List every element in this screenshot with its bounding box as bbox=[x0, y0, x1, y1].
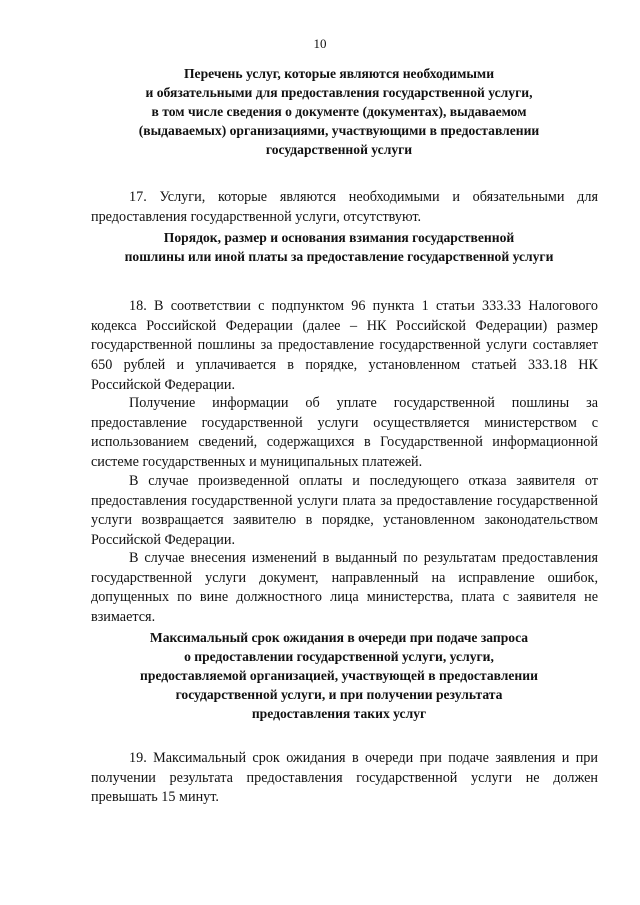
heading-line: в том числе сведения о документе (документах), выдаваемом bbox=[151, 104, 527, 119]
heading-line: о предоставлении государственной услуги, услуги, bbox=[184, 649, 494, 664]
heading-line: государственной услуги bbox=[265, 142, 413, 157]
heading-line: предоставления таких услуг bbox=[251, 706, 427, 721]
heading-line: и обязательными для предоставления государственной услуги, bbox=[145, 85, 533, 100]
heading-line: пошлины или иной платы за предоставление государственной услуги bbox=[124, 249, 554, 264]
heading-line: Порядок, размер и основания взимания государственной bbox=[163, 230, 515, 245]
heading-line: Перечень услуг, которые являются необходимыми bbox=[183, 66, 495, 81]
section-heading-state-fee bbox=[80, 228, 598, 266]
paragraph-17: 17. Услуги, которые являются необходимыми и обязательными для предоставления государственной услуги, отсутствуют. bbox=[91, 189, 598, 225]
heading-line: предоставляемой организацией, участвующей в предоставлении bbox=[140, 668, 538, 683]
heading-line: (выдаваемых) организациями, участвующими в предоставлении bbox=[138, 123, 540, 138]
heading-line: Максимальный срок ожидания в очереди при подаче запроса bbox=[149, 630, 529, 645]
page-number: 10 bbox=[313, 36, 327, 51]
heading-line: государственной услуги, и при получении результата bbox=[175, 687, 503, 702]
paragraph-fee-refund: В случае произведенной оплаты и последующего отказа заявителя от предоставления государственной услуги плата за предоставление государственной услуги возвращается заявителю в порядке, установленном законодательством Российской Федерации. bbox=[91, 473, 598, 548]
paragraph-fee-info: Получение информации об уплате государственной пошлины за предоставление государственной услуги осуществляется министерством с использованием сведений, содержащихся в Государственной информационной системе государственных и муниципальных платежей. bbox=[91, 395, 598, 470]
paragraph-18: 18. В соответствии с подпунктом 96 пункта 1 статьи 333.33 Налогового кодекса Российской Федерации (далее – НК Российской Федерации) размер государственной пошлины за предоставление государственной услуги составляет 650 рублей и уплачивается в порядке, установленном статьей 333.18 НК Российской Федерации. bbox=[91, 298, 598, 393]
section-heading-queue-time bbox=[80, 628, 598, 723]
paragraph-fee-corrections: В случае внесения изменений в выданный по результатам предоставления государственной услуги документ, направленный на исправление ошибок, допущенных по вине должностного лица министерства, плата с заявителя не взимается. bbox=[91, 550, 598, 625]
section-heading-required-services bbox=[80, 64, 598, 159]
paragraph-19: 19. Максимальный срок ожидания в очереди при подаче заявления и при получении результата предоставления государственной услуги не должен превышать 15 минут. bbox=[91, 750, 598, 806]
